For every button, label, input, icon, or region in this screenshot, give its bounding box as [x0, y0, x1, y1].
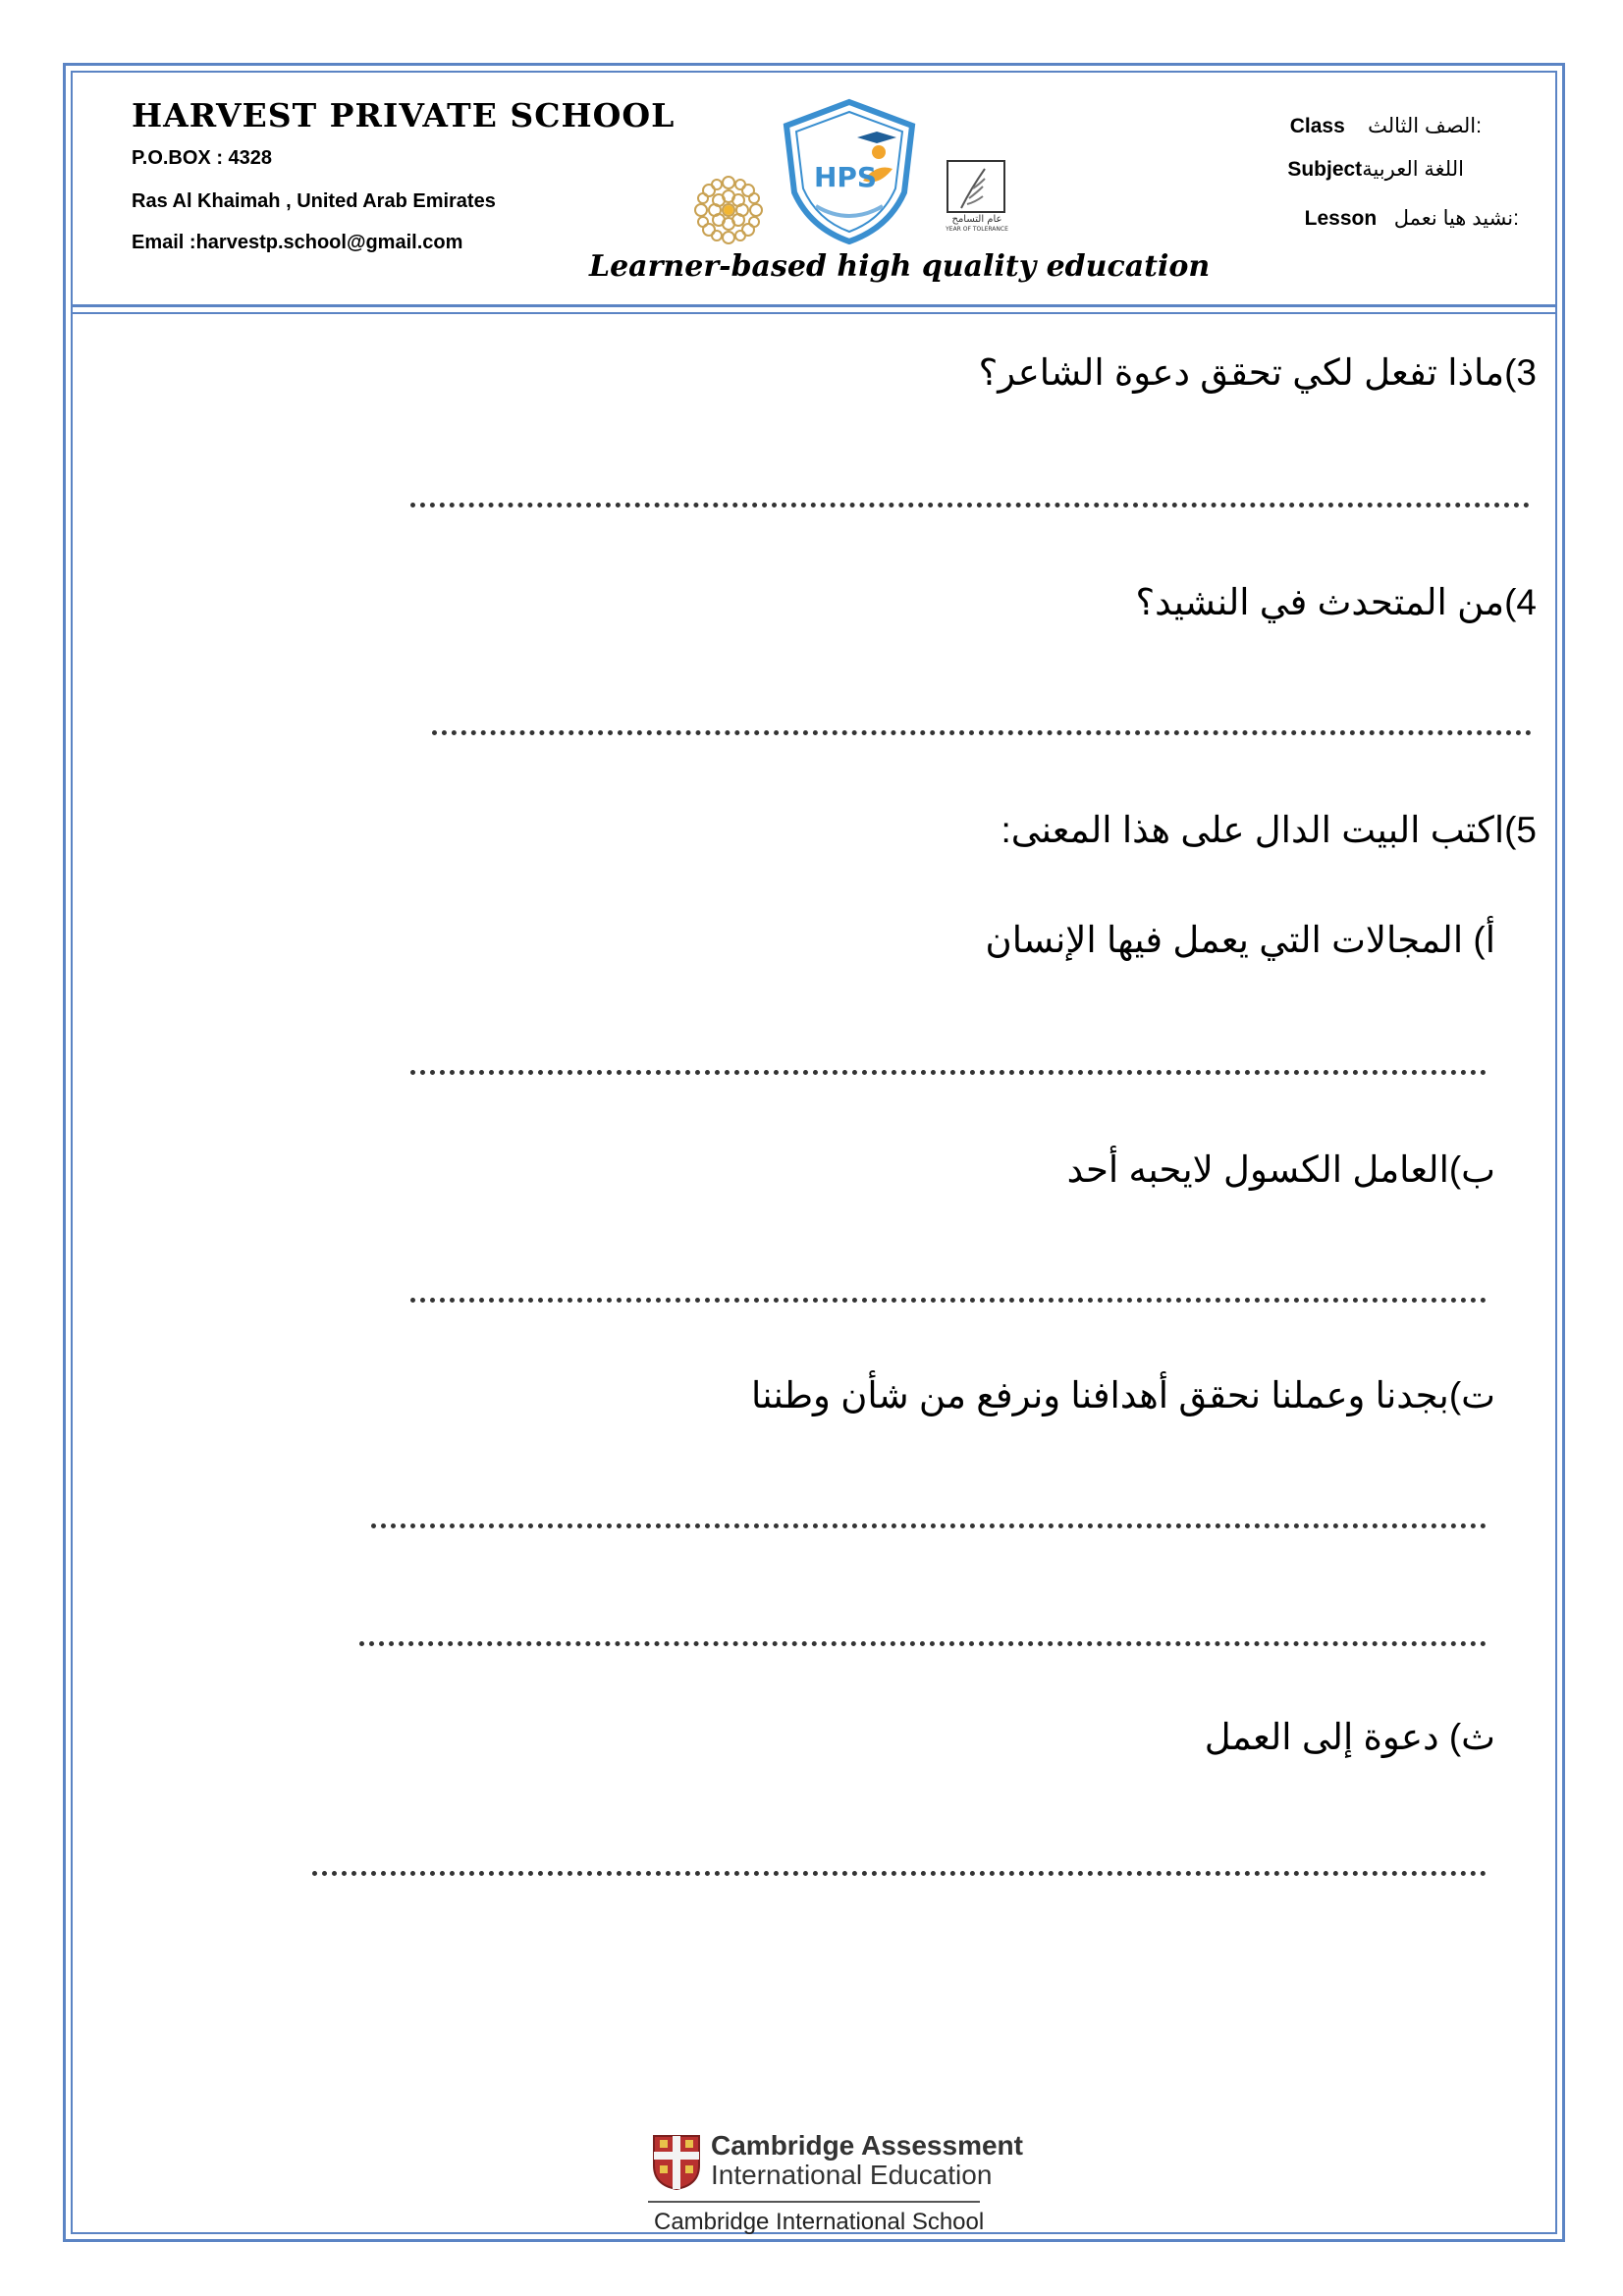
- tolerance-english-text: YEAR OF TOLERANCE: [946, 226, 1008, 232]
- tolerance-arabic-text: عام التسامح: [951, 214, 1002, 225]
- school-name: HARVEST PRIVATE SCHOOL: [132, 96, 676, 134]
- header-divider: [71, 304, 1557, 307]
- answer-line-t-2[interactable]: [359, 1641, 1487, 1646]
- sub-question-th: ث) دعوة إلى العمل: [1204, 1717, 1495, 1757]
- footer-divider: [648, 2201, 980, 2203]
- class-label: Class: [1289, 115, 1345, 137]
- school-email: Email :harvestp.school@gmail.com: [132, 232, 463, 253]
- answer-line-th[interactable]: [312, 1871, 1487, 1876]
- header-divider-secondary: [71, 312, 1557, 314]
- subject-row: [1287, 157, 1464, 182]
- subject-value: اللغة العربية: [1362, 158, 1464, 181]
- school-tagline: Learner-based high quality education: [589, 249, 1211, 284]
- hps-shield-logo: [781, 98, 918, 245]
- sub-question-a: أ) المجالات التي يعمل فيها الإنسان: [985, 920, 1495, 960]
- sub-question-t: ت)بجدنا وعملنا نحقق أهدافنا ونرفع من شأن وطننا: [751, 1375, 1495, 1415]
- answer-line-b[interactable]: [410, 1298, 1487, 1303]
- answer-line-3[interactable]: [410, 503, 1530, 507]
- cambridge-crest-icon: [652, 2134, 701, 2191]
- expo-logo-icon: [687, 169, 770, 251]
- school-address: Ras Al Khaimah , United Arab Emirates: [132, 190, 496, 212]
- answer-line-4[interactable]: [432, 730, 1532, 735]
- question-3: 3)ماذا تفعل لكي تحقق دعوة الشاعر؟: [978, 352, 1537, 393]
- sub-question-b: ب)العامل الكسول لايحبه أحد: [1066, 1149, 1495, 1190]
- question-4: 4)من المتحدث في النشيد؟: [1135, 582, 1537, 622]
- school-pobox: P.O.BOX : 4328: [132, 147, 273, 169]
- hps-logo-text: HPS: [813, 161, 878, 193]
- lesson-value: نشيد هيا نعمل:: [1393, 207, 1519, 230]
- question-5: 5)اكتب البيت الدال على هذا المعنى:: [1001, 810, 1537, 850]
- subject-label: Subject: [1287, 158, 1363, 181]
- year-of-tolerance-logo: [928, 159, 1026, 232]
- lesson-row: [1305, 206, 1519, 231]
- cambridge-line-3: Cambridge International School: [654, 2209, 985, 2235]
- class-row: [1290, 114, 1482, 138]
- answer-line-a[interactable]: [410, 1070, 1487, 1075]
- answer-line-t-1[interactable]: [371, 1523, 1487, 1528]
- lesson-label: Lesson: [1304, 207, 1378, 230]
- class-value: الصف الثالث:: [1368, 115, 1482, 137]
- cambridge-line-1: Cambridge Assessment: [711, 2130, 1023, 2161]
- cambridge-line-2: International Education: [711, 2160, 993, 2190]
